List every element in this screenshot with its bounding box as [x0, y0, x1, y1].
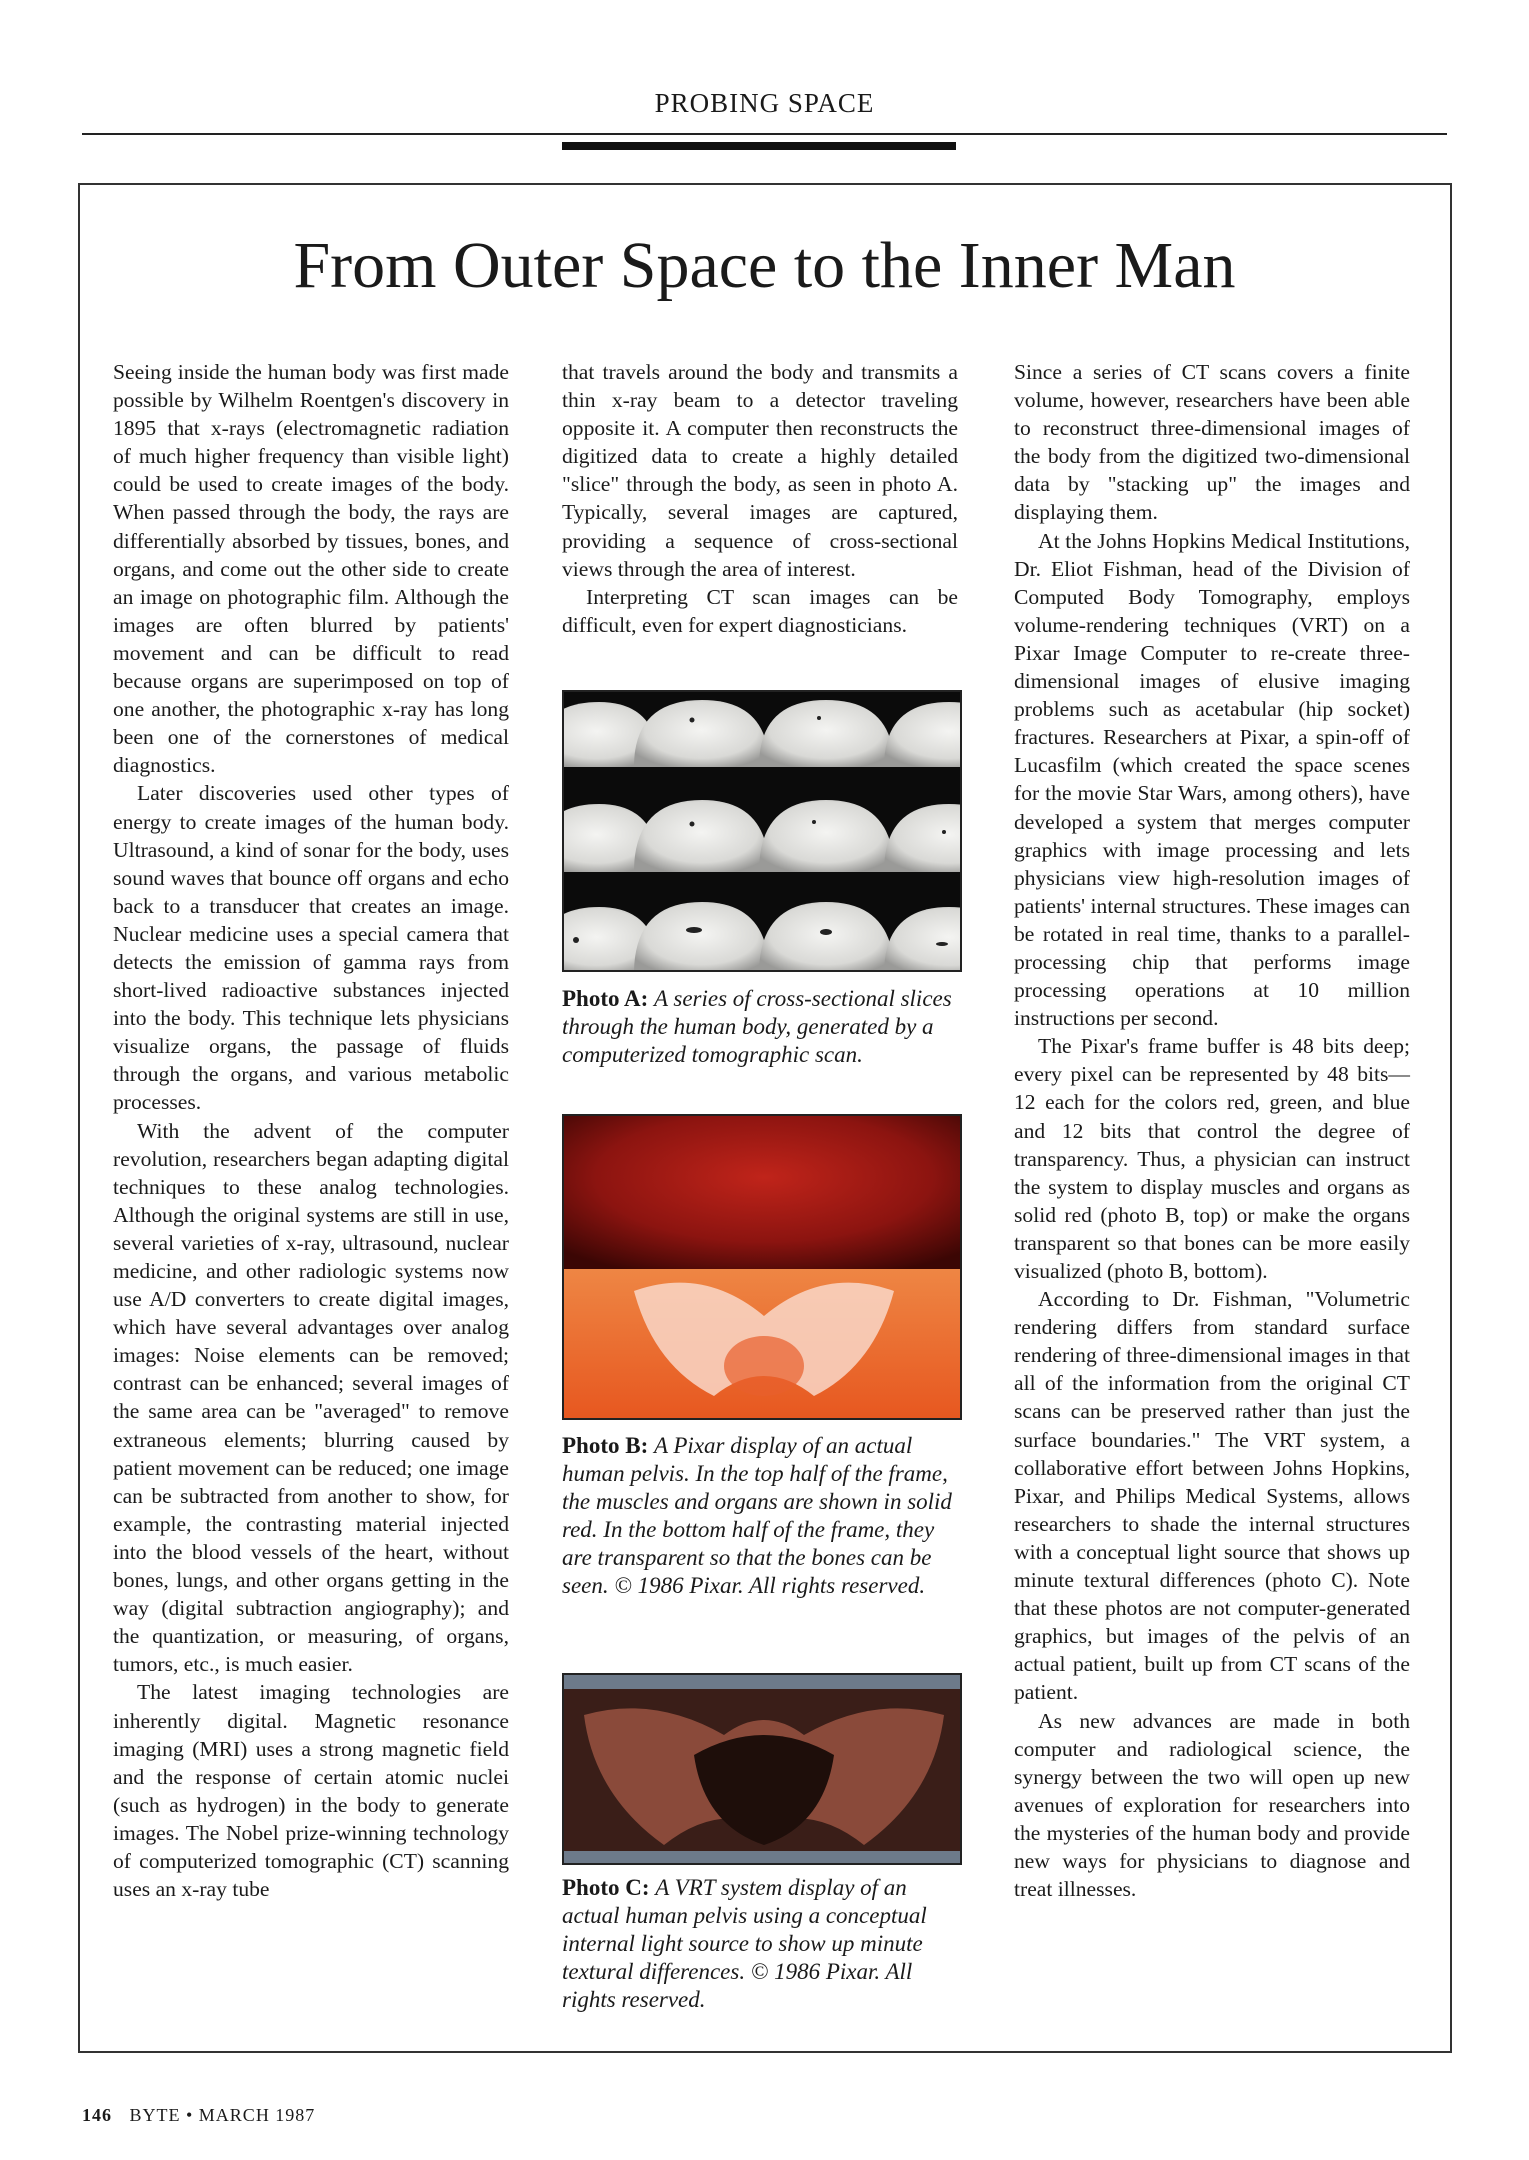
header-rule-thick: [562, 142, 956, 150]
photo-c-caption: [562, 1874, 962, 2014]
paragraph: Interpreting CT scan images can be difficult, even for expert diagnosticians.: [562, 584, 958, 637]
caption-label: Photo B:: [562, 1433, 649, 1458]
ct-slice-grid-image: [564, 692, 962, 972]
paragraph: Later discoveries used other types of energy to create images of the human body. Ultrasound, a kind of sonar for the body, uses sound waves that bounce off organs and echo back to a transducer that creates an image. Nuclear medicine uses a special camera that detects the emission of gamma rays from short-lived radioactive substances injected into the body. This technique lets physicians visualize organs, the passage of fluids through the organs, and various metabolic processes.: [113, 781, 509, 1115]
caption-text: A Pixar display of an actual human pelvis. In the top half of the frame, the muscles and organs are shown in solid red. In the bottom half of the frame, they are transparent so that the bones can be seen. © 1986 Pixar. All rights reserved.: [562, 1433, 952, 1598]
pelvis-vrt-image: [564, 1675, 962, 1865]
article-column-3: [1014, 358, 1410, 1903]
page-number: 146: [82, 2105, 112, 2125]
caption-text: A VRT system display of an actual human pelvis using a conceptual internal light source to show up minute textural differences. © 1986 Pixar. All rights reserved.: [562, 1875, 927, 2012]
paragraph: According to Dr. Fishman, "Volumetric rendering differs from standard surface rendering of three-dimensional images in that all of the information from the original CT scans can be preserved rather than just the surface boundaries." The VRT system, a collaborative effort between Johns Hopkins, Pixar, and Philips Medical Systems, allows researchers to shade the internal structures with a conceptual light source that shows up minute textural differences (photo C). Note that these photos are not computer-generated graphics, but images of the pelvis of an actual patient, built up from CT scans of the patient.: [1014, 1287, 1410, 1705]
section-label: PROBING SPACE: [654, 88, 875, 118]
pelvis-red-image: [564, 1116, 962, 1420]
article-column-2: [562, 358, 958, 639]
photo-c-vrt-pelvis: [562, 1673, 962, 1865]
paragraph: At the Johns Hopkins Medical Institutions, Dr. Eliot Fishman, head of the Division of Computed Body Tomography, employs volume-rendering techniques (VRT) on a Pixar Image Computer to re-create three-dimensional images of elusive imaging problems such as acetabular (hip socket) fractures. Researchers at Pixar, a spin-off of Lucasfilm (which created the space scenes for the movie Star Wars, among others), have developed a system that merges computer graphics with image processing and lets physicians view high-resolution images of patients' internal structures. These images can be rotated in real time, thanks to a parallel-processing chip that performs image processing operations at 10 million instructions per second.: [1014, 528, 1410, 1031]
paragraph: that travels around the body and transmits a thin x-ray beam to a detector traveling opposite it. A computer then reconstructs the digitized data to create a highly detailed "slice" through the body, as seen in photo A. Typically, several images are captured, providing a sequence of cross-sectional views through the area of interest.: [562, 360, 958, 581]
photo-b-caption: [562, 1432, 962, 1600]
paragraph: With the advent of the computer revolution, researchers began adapting digital techniques to these analog technologies. Although the original systems are still in use, several varieties of x-ray, ultrasound, nuclear medicine, and other radiologic systems now use A/D converters to create digital images, which have several advantages over analog images: Noise elements can be removed; contrast can be enhanced; several images of the same area can be "averaged" to remove extraneous elements; blurring caused by patient movement can be reduced; one image can be subtracted from another to show, for example, the contrasting material injected into the blood vessels of the heart, without bones, lungs, and other organs getting in the way (digital subtraction angiography); and the quantization, or measuring, of organs, tumors, etc., is much easier.: [113, 1118, 509, 1677]
caption-text: A series of cross-sectional slices through the human body, generated by a computerized tomographic scan.: [562, 986, 952, 1067]
photo-a-caption: [562, 985, 962, 1069]
paragraph: The latest imaging technologies are inherently digital. Magnetic resonance imaging (MRI) uses a strong magnetic field and the response of certain atomic nuclei (such as hydrogen) in the body to generate images. The Nobel prize-winning technology of computerized tomographic (CT) scanning uses an x-ray tube: [113, 1680, 509, 1902]
header-rule: [82, 133, 1447, 135]
paragraph: Since a series of CT scans covers a finite volume, however, researchers have been able to reconstruct three-dimensional images of the body from the digitized two-dimensional data by "stacking up" the images and displaying them.: [1014, 360, 1410, 525]
caption-label: Photo C:: [562, 1875, 650, 1900]
photo-b-pixar-pelvis: [562, 1114, 962, 1420]
publication-line: BYTE • MARCH 1987: [129, 2105, 316, 2125]
article-title: From Outer Space to the Inner Man: [293, 229, 1236, 302]
caption-label: Photo A:: [562, 986, 649, 1011]
article-column-1: [113, 358, 509, 1903]
photo-a-ct-slices: [562, 690, 962, 972]
paragraph: As new advances are made in both computer and radiological science, the synergy between the two will open up new avenues of exploration for researchers into the mysteries of the human body and provide new ways for physicians to diagnose and treat illnesses.: [1014, 1708, 1410, 1902]
page-footer: [82, 2105, 315, 2126]
paragraph: Seeing inside the human body was first made possible by Wilhelm Roentgen's discovery in 1895 that x-rays (electromagnetic radiation of much higher frequency than visible light) could be used to create images of the body. When passed through the body, the rays are differentially absorbed by tissues, bones, and organs, and come out the other side to create an image on photographic film. Although the images are often blurred by patients' movement and can be difficult to read because organs are superimposed on top of one another, the photographic x-ray has long been one of the cornerstones of medical diagnostics.: [113, 360, 509, 778]
paragraph: The Pixar's frame buffer is 48 bits deep; every pixel can be represented by 48 bits—12 each for the colors red, green, and blue and 12 bits that control the degree of transparency. Thus, a physician can instruct the system to display muscles and organs as solid red (photo B, top) or make the organs transparent so that bones can be more easily visualized (photo B, bottom).: [1014, 1034, 1410, 1283]
